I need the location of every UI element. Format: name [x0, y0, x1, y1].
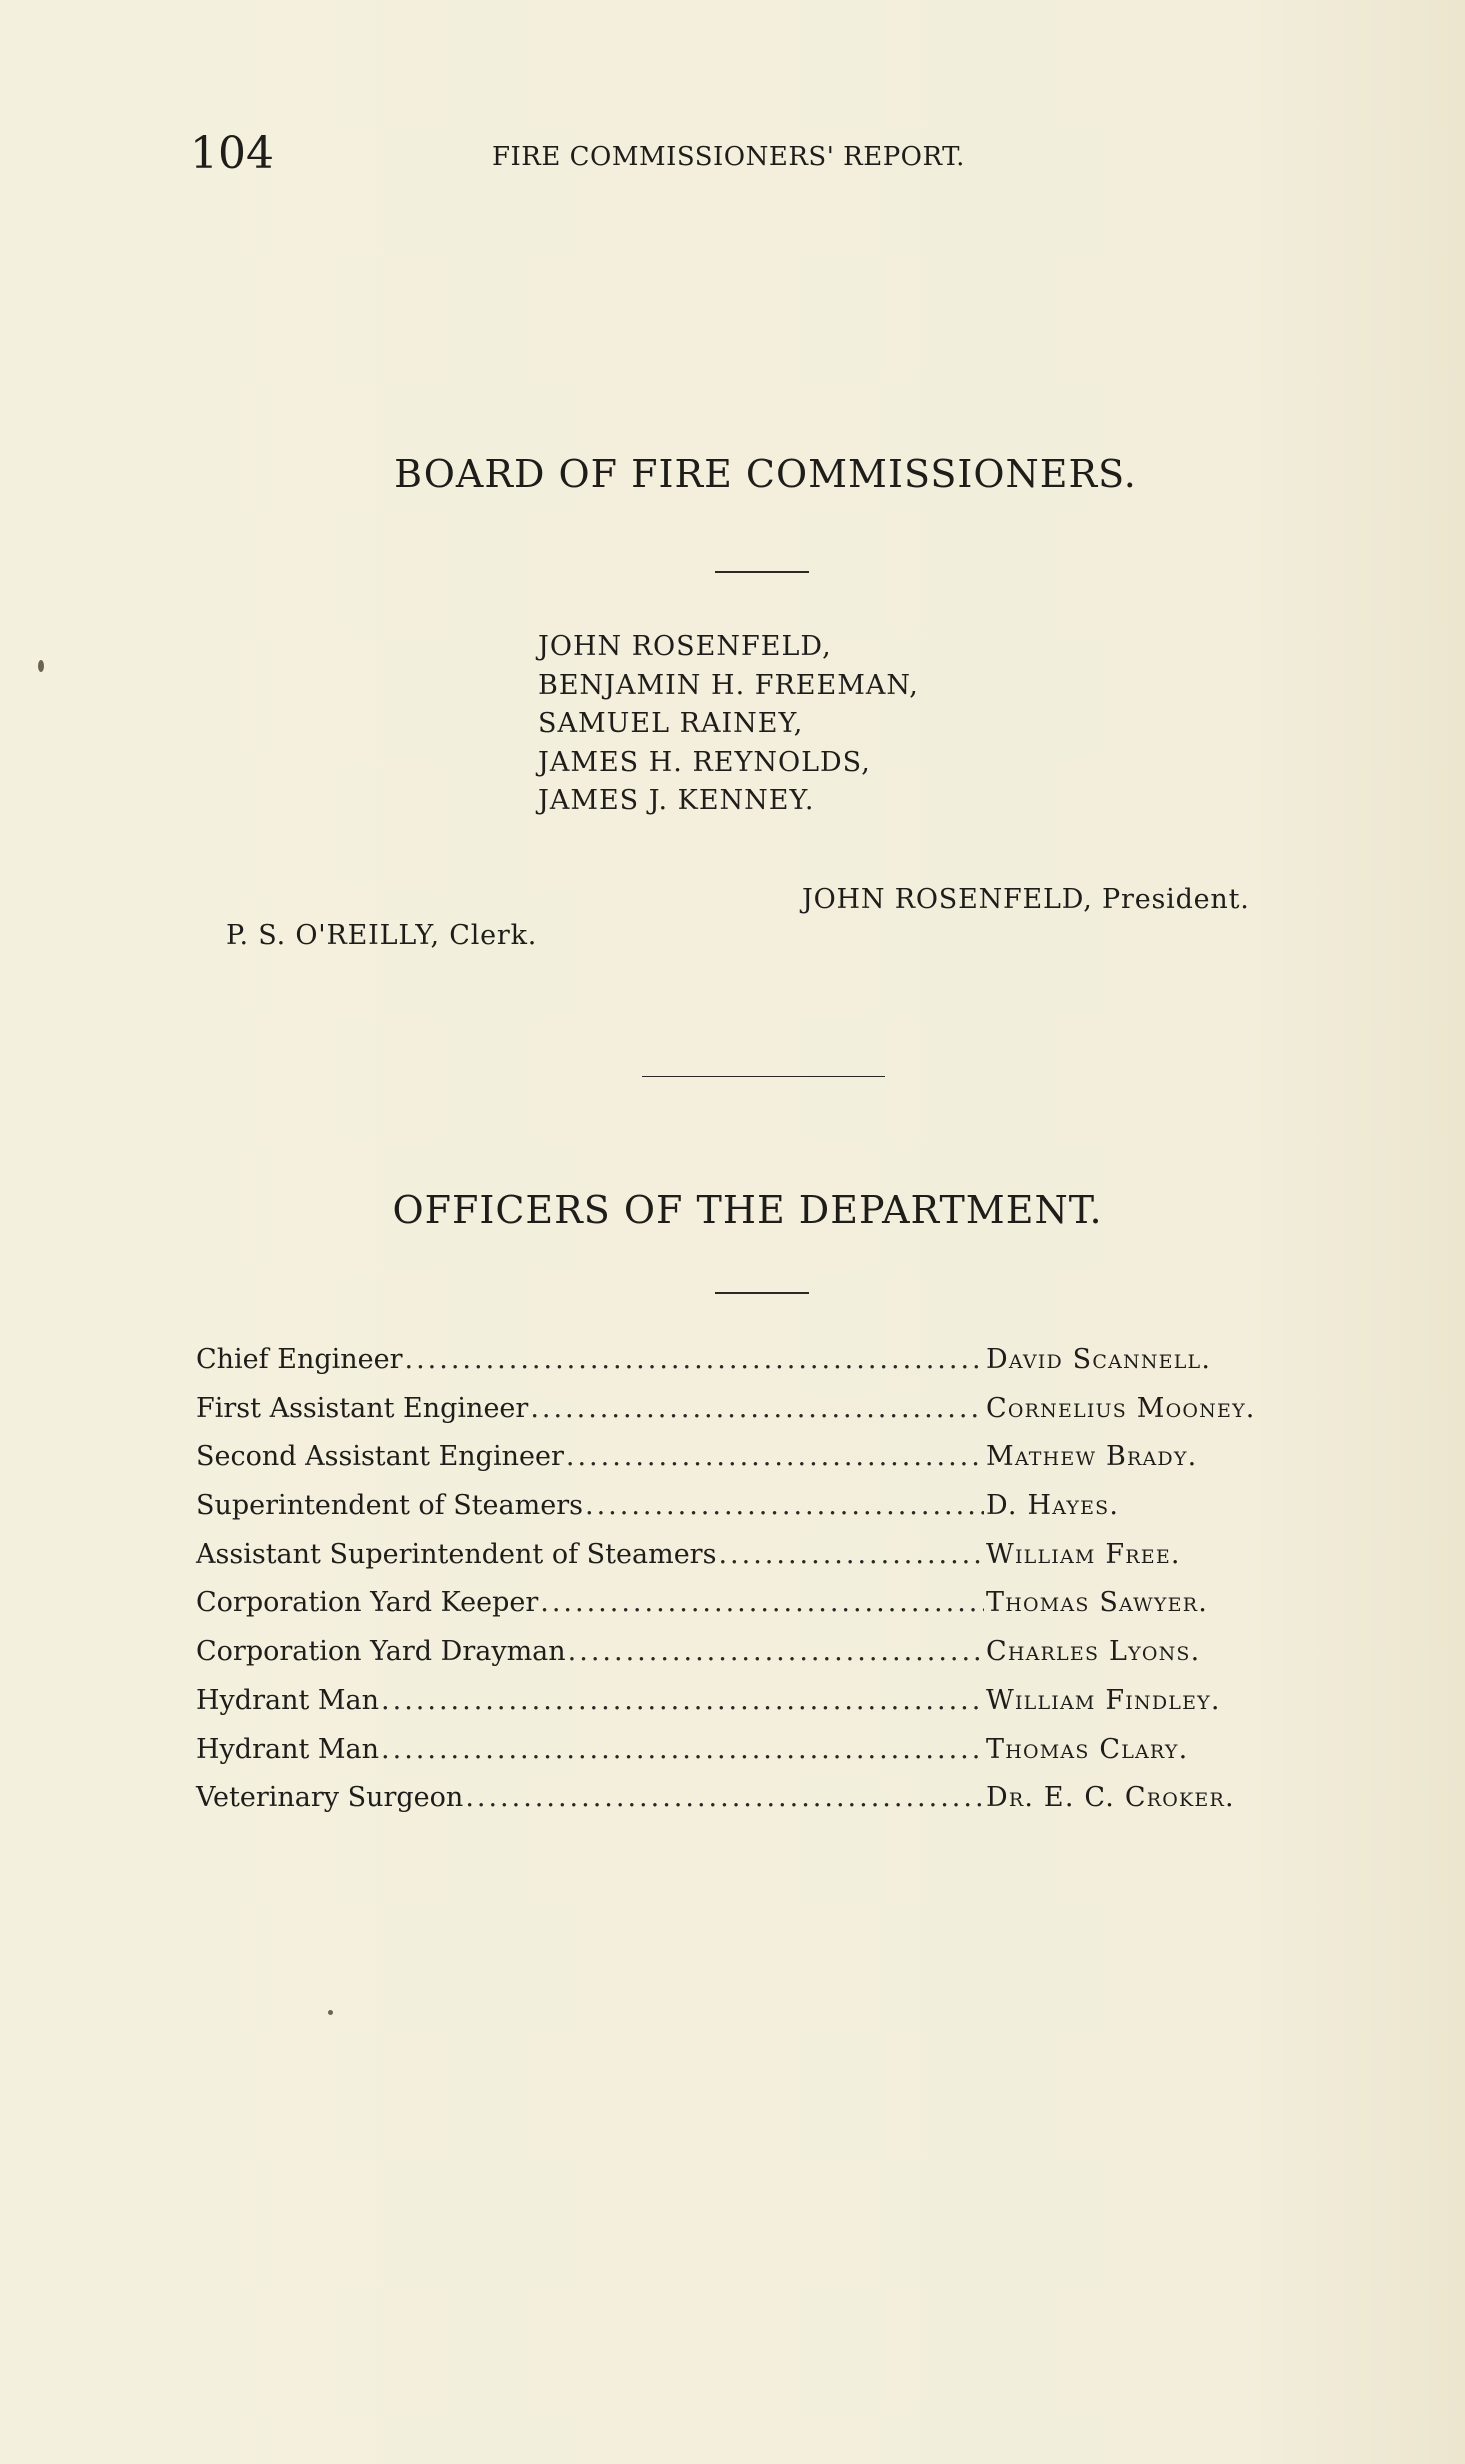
roster-row	[196, 1782, 1316, 1831]
office-title: Corporation Yard Keeper	[196, 1587, 539, 1619]
board-member: BENJAMIN H. FREEMAN,	[538, 669, 919, 701]
roster-row	[196, 1734, 1316, 1783]
running-head	[190, 128, 1090, 188]
divider-rule	[715, 1292, 809, 1294]
office-title: Hydrant Man	[196, 1684, 380, 1716]
divider-rule	[715, 571, 809, 573]
leader-dots	[405, 1344, 984, 1375]
roster-row	[196, 1344, 1316, 1393]
officer-name: Cornelius Mooney.	[986, 1392, 1256, 1424]
office-title: Chief Engineer	[196, 1344, 403, 1375]
officer-name: Thomas Sawyer.	[986, 1587, 1209, 1619]
office-title: Hydrant Man	[196, 1733, 380, 1765]
board-members-list	[538, 628, 919, 821]
board-member: JAMES J. KENNEY.	[538, 785, 815, 816]
leader-dots	[530, 1393, 984, 1424]
board-president: JOHN ROSENFELD, President.	[802, 884, 1250, 915]
officer-name: Charles Lyons.	[986, 1636, 1201, 1668]
officer-name: Dr. E. C. Croker.	[986, 1782, 1235, 1814]
roster-row	[196, 1539, 1316, 1588]
officer-name: William Free.	[986, 1538, 1181, 1570]
leader-dots	[540, 1587, 984, 1618]
board-member: JOHN ROSENFELD,	[538, 631, 832, 662]
leader-dots	[718, 1539, 984, 1570]
page-number: 104	[190, 128, 274, 179]
section-divider-rule	[642, 1076, 885, 1077]
officer-name: Mathew Brady.	[986, 1441, 1198, 1473]
roster-row	[196, 1441, 1316, 1490]
leader-dots	[465, 1782, 984, 1813]
office-title: First Assistant Engineer	[196, 1392, 529, 1424]
board-member: SAMUEL RAINEY,	[538, 708, 804, 739]
officer-name: David Scannell.	[986, 1344, 1212, 1375]
office-title: Assistant Superintendent of Steamers	[196, 1538, 717, 1570]
running-title: FIRE COMMISSIONERS' REPORT.	[492, 142, 965, 172]
officers-heading: OFFICERS OF THE DEPARTMENT.	[392, 1188, 1103, 1232]
board-member: JAMES H. REYNOLDS,	[538, 746, 871, 778]
officer-name: D. Hayes.	[986, 1490, 1120, 1522]
ink-speck	[38, 660, 44, 672]
office-title: Corporation Yard Drayman	[196, 1636, 566, 1668]
board-clerk: P. S. O'REILLY, Clerk.	[226, 920, 538, 951]
ink-speck	[328, 2010, 333, 2015]
leader-dots	[381, 1734, 984, 1765]
office-title: Veterinary Surgeon	[196, 1782, 464, 1814]
roster-row	[196, 1490, 1316, 1539]
board-heading: BOARD OF FIRE COMMISSIONERS.	[394, 452, 1137, 496]
officer-name: Thomas Clary.	[986, 1733, 1189, 1765]
leader-dots	[585, 1490, 984, 1521]
roster-row	[196, 1636, 1316, 1685]
roster-row	[196, 1393, 1316, 1442]
officers-roster	[196, 1344, 1316, 1831]
officer-name: William Findley.	[986, 1684, 1221, 1716]
leader-dots	[566, 1441, 984, 1472]
leader-dots	[381, 1685, 984, 1716]
roster-row	[196, 1685, 1316, 1734]
office-title: Superintendent of Steamers	[196, 1490, 583, 1522]
office-title: Second Assistant Engineer	[196, 1441, 564, 1473]
leader-dots	[568, 1636, 984, 1667]
roster-row	[196, 1587, 1316, 1636]
